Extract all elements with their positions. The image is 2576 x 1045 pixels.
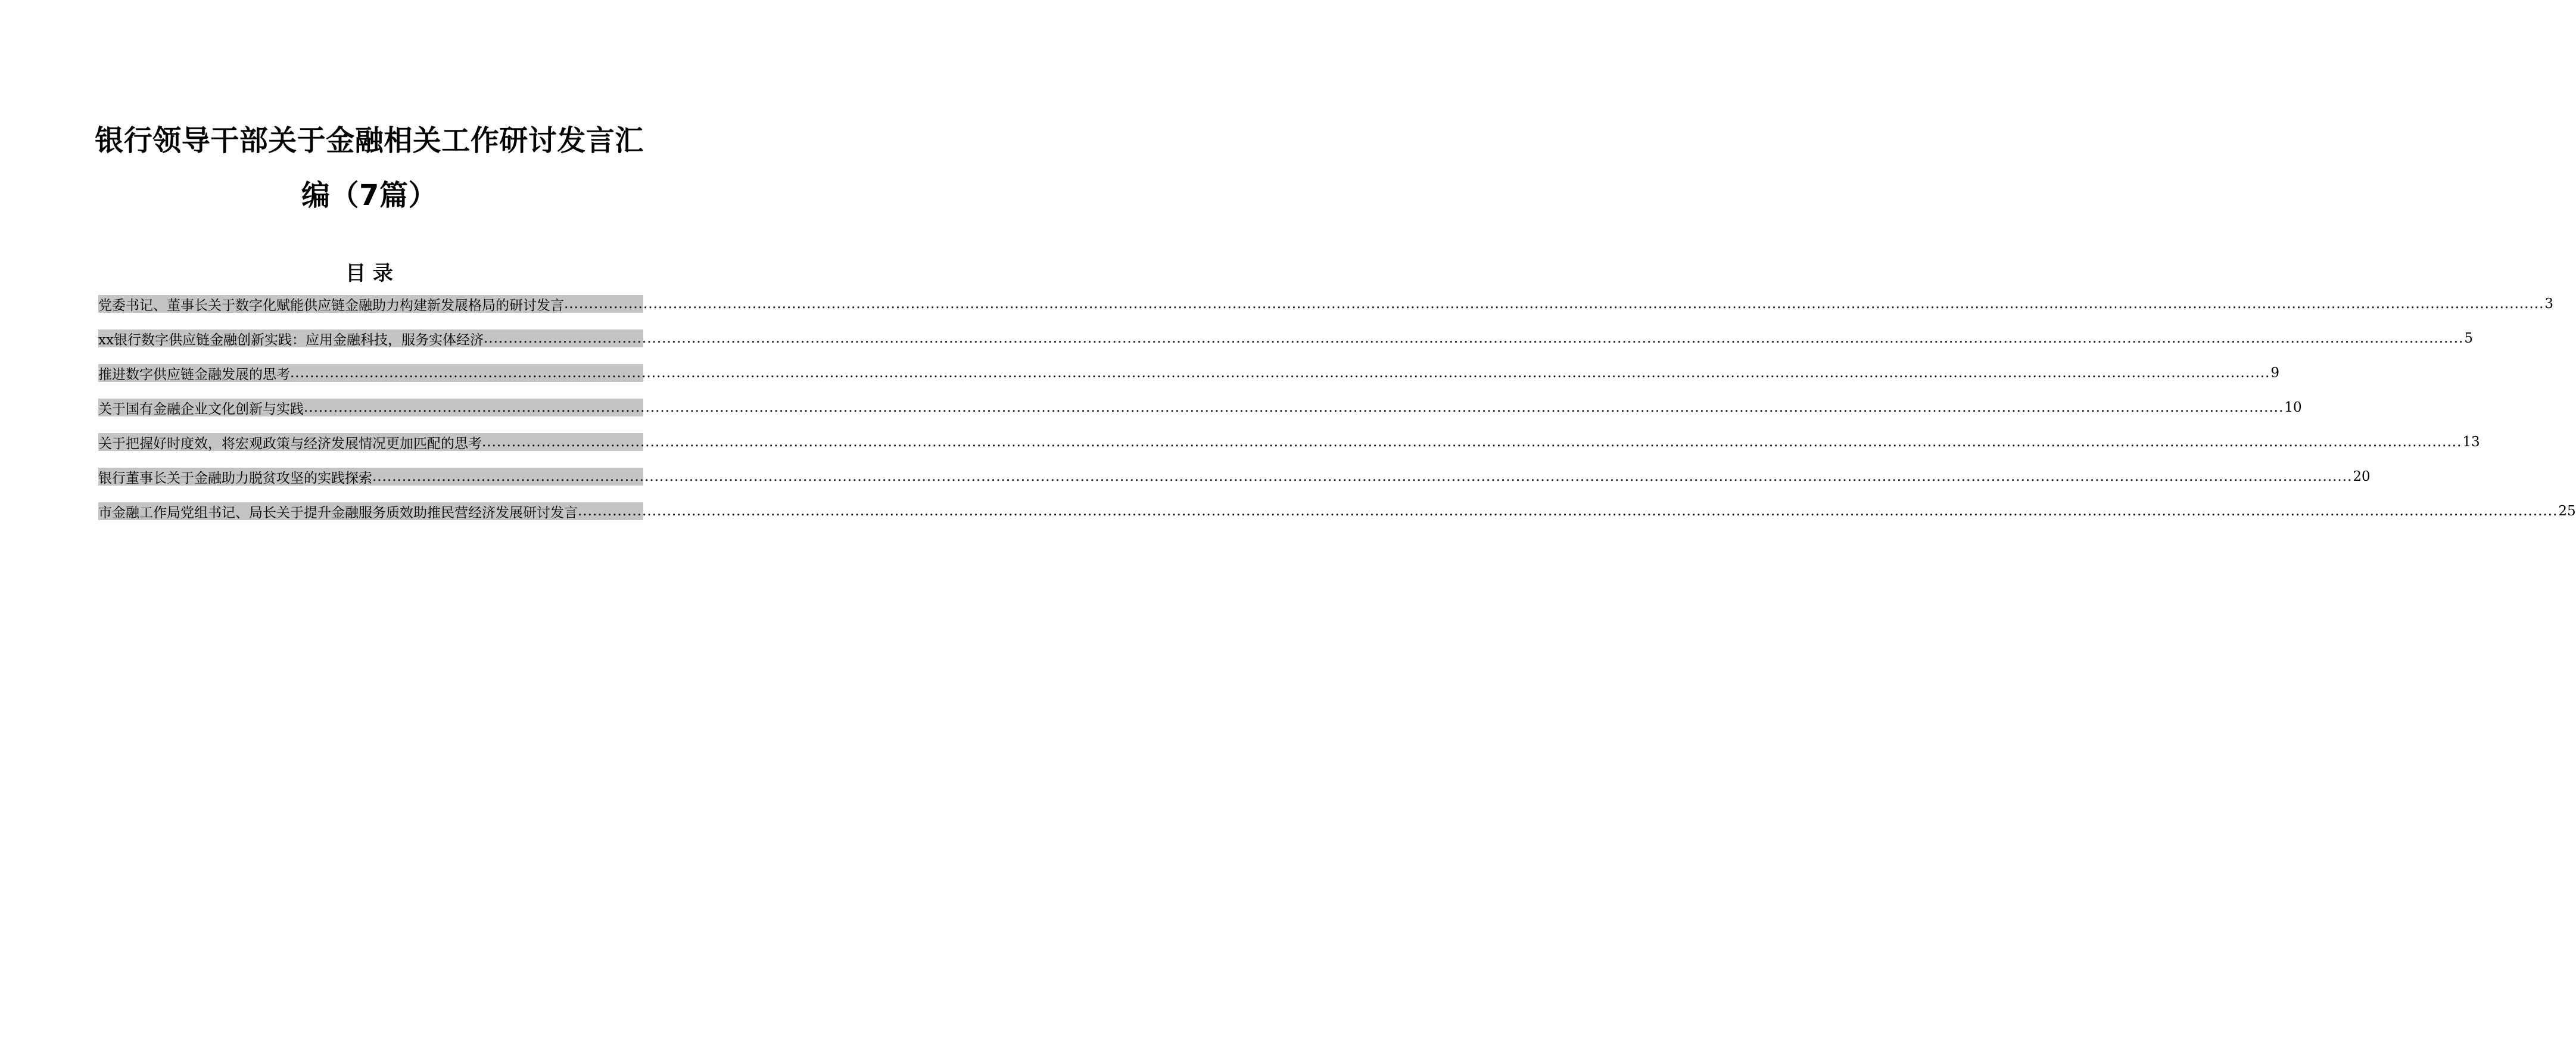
toc-page-number: 3 bbox=[2544, 296, 2554, 312]
toc-entry-title: 推进数字供应链金融发展的思考 bbox=[98, 366, 290, 382]
toc-heading: 目 录 bbox=[345, 262, 393, 285]
toc-entry-title: 市金融工作局党组书记、局长关于提升金融服务质效助推民营经济发展研讨发言 bbox=[98, 505, 578, 521]
toc-dot-leader: ................................................................................................................................................................................................................................................................................................................................................................................................................ bbox=[290, 365, 2270, 381]
toc-dot-leader: ................................................................................................................................................................................................................................................................................................................................................................................................................ bbox=[564, 296, 2544, 312]
toc-entry[interactable] bbox=[98, 327, 2474, 350]
toc-entry[interactable] bbox=[98, 465, 2371, 488]
toc-entry[interactable] bbox=[98, 362, 2280, 384]
toc-page-number: 25 bbox=[2558, 503, 2576, 519]
toc-page-number: 9 bbox=[2270, 365, 2280, 381]
toc-entry-title: 银行董事长关于金融助力脱贫攻坚的实践探索 bbox=[98, 470, 372, 486]
toc-dot-leader: ................................................................................................................................................................................................................................................................................................................................................................................................................ bbox=[372, 469, 2353, 484]
toc-entry-title: 关于把握好时度效，将宏观政策与经济发展情况更加匹配的思考 bbox=[98, 436, 482, 452]
document-title-line-2: 编（7篇） bbox=[301, 179, 437, 212]
toc-dot-leader: ................................................................................................................................................................................................................................................................................................................................................................................................................ bbox=[304, 400, 2284, 415]
document-title bbox=[89, 113, 649, 223]
table-of-contents bbox=[98, 293, 2576, 534]
toc-entry[interactable] bbox=[98, 396, 2302, 419]
toc-page-number: 13 bbox=[2462, 434, 2480, 450]
toc-entry-title: 党委书记、董事长关于数字化赋能供应链金融助力构建新发展格局的研讨发言 bbox=[98, 297, 564, 313]
toc-entry-title: 关于国有金融企业文化创新与实践 bbox=[98, 401, 304, 417]
toc-page-number: 10 bbox=[2284, 400, 2302, 415]
toc-dot-leader: ................................................................................................................................................................................................................................................................................................................................................................................................................ bbox=[578, 503, 2558, 519]
toc-dot-leader: ................................................................................................................................................................................................................................................................................................................................................................................................................ bbox=[483, 331, 2464, 346]
document-title-line-1: 银行领导干部关于金融相关工作研讨发言汇 bbox=[95, 124, 644, 157]
toc-entry[interactable] bbox=[98, 500, 2576, 522]
toc-entry[interactable] bbox=[98, 293, 2554, 315]
toc-page-number: 5 bbox=[2464, 331, 2474, 346]
toc-entry[interactable] bbox=[98, 431, 2480, 453]
toc-entry-title: xx银行数字供应链金融创新实践：应用金融科技，服务实体经济 bbox=[98, 332, 484, 348]
toc-dot-leader: ................................................................................................................................................................................................................................................................................................................................................................................................................ bbox=[482, 434, 2462, 450]
toc-page-number: 20 bbox=[2353, 469, 2371, 484]
